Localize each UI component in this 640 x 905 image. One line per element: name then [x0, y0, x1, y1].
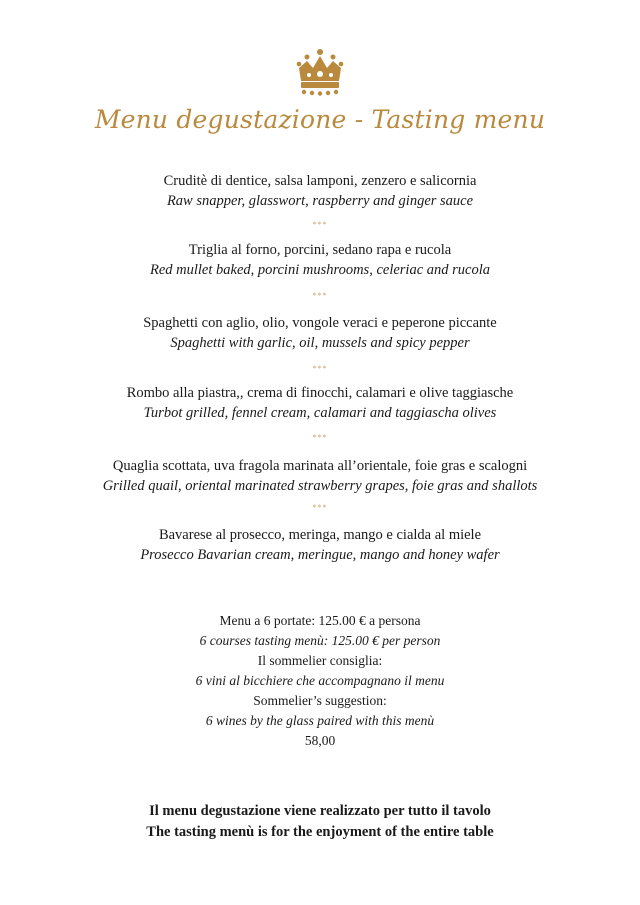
footer-italian: Il menu degustazione viene realizzato per tutto il tavolo — [149, 803, 491, 819]
course-item — [0, 456, 640, 496]
course-italian: Bavarese al prosecco, meringa, mango e cialda al miele — [158, 527, 482, 543]
course-english: Prosecco Bavarian cream, meringue, mango and honey wafer — [140, 547, 500, 563]
sommelier-label-english: Sommelier’s suggestion: — [253, 693, 387, 708]
crown-icon — [295, 48, 345, 98]
course-italian: Cruditè di dentice, salsa lamponi, zenzero e salicornia — [163, 173, 477, 189]
course-item — [0, 240, 640, 280]
course-item — [0, 313, 640, 353]
course-item — [0, 383, 640, 423]
menu-title: Menu degustazione - Tasting menu — [94, 105, 546, 134]
separator: *** — [312, 433, 328, 442]
wine-pairing-price: 58,00 — [304, 733, 336, 748]
course-english: Turbot grilled, fennel cream, calamari and taggiascha olives — [143, 405, 497, 421]
sommelier-text-english: 6 wines by the glass paired with this menù — [205, 713, 435, 728]
sommelier-text-italian: 6 vini al bicchiere che accompagnano il menu — [195, 673, 445, 688]
course-english: Grilled quail, oriental marinated strawberry grapes, foie gras and shallots — [102, 478, 538, 494]
course-english: Red mullet baked, porcini mushrooms, celeriac and rucola — [149, 262, 490, 278]
separator: *** — [312, 503, 328, 512]
course-italian: Spaghetti con aglio, olio, vongole veraci e peperone piccante — [143, 315, 497, 331]
course-item — [0, 171, 640, 211]
course-italian: Rombo alla piastra,, crema di finocchi, calamari e olive taggiasche — [126, 385, 514, 401]
sommelier-label-italian: Il sommelier consiglia: — [257, 653, 383, 668]
separator: *** — [312, 291, 328, 300]
separator: *** — [312, 220, 328, 229]
course-italian: Quaglia scottata, uva fragola marinata all’orientale, foie gras e scalogni — [112, 458, 528, 474]
course-item — [0, 525, 640, 565]
menu-price-english: 6 courses tasting menù: 125.00 € per person — [199, 633, 441, 648]
footer-note — [0, 801, 640, 843]
pricing-block — [0, 611, 640, 751]
course-english: Raw snapper, glasswort, raspberry and ginger sauce — [166, 193, 474, 209]
footer-english: The tasting menù is for the enjoyment of the entire table — [146, 824, 494, 840]
course-italian: Triglia al forno, porcini, sedano rapa e rucola — [188, 242, 452, 258]
course-english: Spaghetti with garlic, oil, mussels and spicy pepper — [170, 335, 470, 351]
separator: *** — [312, 364, 328, 373]
menu-price-italian: Menu a 6 portate: 125.00 € a persona — [219, 613, 421, 628]
